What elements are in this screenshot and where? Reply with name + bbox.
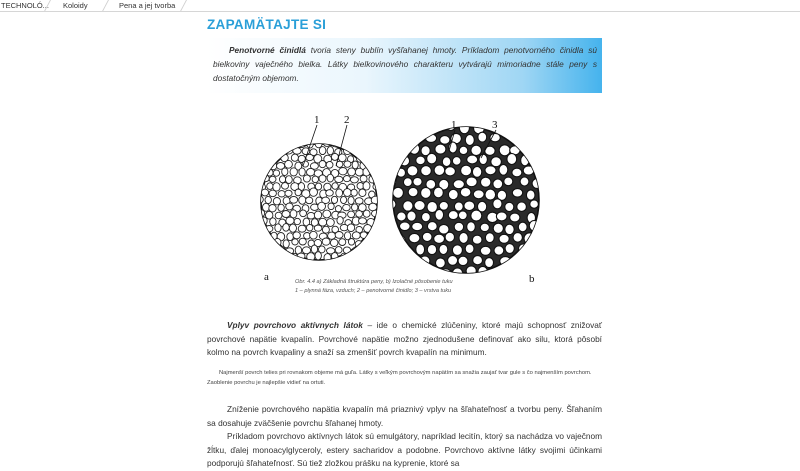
foam-bubble bbox=[363, 210, 370, 217]
foam-bubble bbox=[261, 189, 268, 196]
breadcrumb-separator bbox=[174, 0, 187, 11]
foam-bubble bbox=[351, 189, 357, 196]
figure-caption bbox=[295, 278, 505, 296]
foam-bubble bbox=[347, 224, 354, 232]
foam-bubble bbox=[343, 204, 351, 210]
foam-bubble bbox=[397, 236, 406, 244]
foam-bubble bbox=[285, 160, 293, 168]
foam-bubble bbox=[355, 198, 363, 204]
foam-bubble bbox=[442, 157, 451, 167]
foam-bubble bbox=[452, 157, 461, 166]
foam-bubble bbox=[414, 201, 425, 211]
foam-bubble bbox=[314, 225, 322, 231]
foam-bubble bbox=[364, 225, 372, 233]
foam-bubble bbox=[421, 187, 431, 198]
foam-bubble bbox=[403, 201, 413, 211]
foam-bubble bbox=[407, 211, 416, 221]
foam-bubble bbox=[355, 168, 363, 176]
foam-bubble bbox=[348, 211, 355, 218]
foam-bubble bbox=[299, 196, 306, 204]
foam-bubble bbox=[335, 232, 343, 239]
foam-bubble bbox=[499, 234, 509, 243]
foam-bubble bbox=[512, 168, 522, 177]
breadcrumb-separator bbox=[96, 0, 109, 11]
figure-label-1b: 1 bbox=[451, 119, 457, 131]
foam-bubble bbox=[435, 209, 444, 220]
foam-bubble bbox=[319, 147, 326, 155]
foam-bubble bbox=[445, 232, 454, 242]
foam-bubble bbox=[427, 153, 437, 164]
foam-bubble bbox=[318, 202, 326, 210]
foam-bubble bbox=[314, 211, 321, 219]
foam-bubble bbox=[467, 222, 476, 232]
foam-bubble bbox=[436, 258, 446, 268]
foam-bubble bbox=[485, 258, 494, 268]
foam-bubble bbox=[326, 190, 334, 196]
foam-bubble bbox=[530, 200, 539, 208]
foam-bubble bbox=[332, 183, 338, 190]
foam-bubble bbox=[520, 177, 529, 186]
foam-bubble bbox=[471, 210, 482, 221]
foam-bubble bbox=[360, 175, 367, 182]
foam-bubble bbox=[328, 232, 336, 239]
foam-bubble bbox=[326, 161, 333, 168]
foam-circle-b bbox=[387, 120, 542, 278]
foam-bubble bbox=[331, 196, 337, 203]
foam-bubble bbox=[434, 234, 445, 243]
foam-bubble bbox=[359, 218, 367, 224]
foam-bubble bbox=[315, 252, 321, 260]
foam-bubble bbox=[283, 224, 290, 232]
foam-bubble bbox=[493, 179, 503, 189]
foam-bubble bbox=[416, 244, 425, 255]
foam-bubble bbox=[412, 222, 423, 230]
foam-bubble bbox=[393, 187, 404, 198]
foam-bubble bbox=[353, 247, 359, 255]
foam-bubble bbox=[355, 241, 362, 248]
foam-bubble bbox=[505, 202, 514, 211]
foam-bubble bbox=[400, 156, 410, 166]
foam-bubble bbox=[292, 239, 298, 245]
foam-bubble bbox=[445, 167, 456, 176]
foam-bubble bbox=[467, 155, 478, 164]
foam-bubble bbox=[312, 176, 318, 183]
foam-bubble bbox=[273, 170, 279, 176]
foam-bubble bbox=[464, 201, 475, 211]
foam-circle-a bbox=[259, 140, 380, 262]
foam-bubble bbox=[293, 148, 301, 155]
foam-bubble bbox=[510, 213, 520, 222]
foam-bubble bbox=[294, 218, 300, 224]
foam-bubble bbox=[344, 189, 352, 197]
foam-structure-figure bbox=[259, 106, 549, 284]
foam-bubble bbox=[472, 235, 482, 244]
foam-bubble bbox=[319, 161, 326, 168]
breadcrumb-item-colloids[interactable]: Koloidy bbox=[63, 1, 88, 10]
figure-label-a: a bbox=[264, 271, 269, 283]
foam-bubble bbox=[352, 161, 358, 169]
foam-bubble bbox=[275, 224, 281, 232]
foam-bubble bbox=[427, 222, 437, 231]
foam-bubble bbox=[454, 222, 463, 231]
foam-bubble bbox=[452, 245, 462, 256]
foam-bubble bbox=[350, 177, 358, 183]
foam-bubble bbox=[327, 147, 333, 155]
foam-bubble bbox=[448, 256, 458, 266]
foam-bubble bbox=[341, 253, 348, 261]
foam-bubble bbox=[453, 180, 464, 189]
paragraph-term: Vplyv povrchovo aktívnych látok bbox=[227, 320, 363, 330]
foam-bubble bbox=[348, 168, 356, 176]
foam-bubble bbox=[403, 178, 412, 187]
foam-bubble bbox=[267, 183, 273, 190]
foam-bubble bbox=[485, 233, 494, 243]
foam-bubble bbox=[291, 154, 298, 161]
foam-bubble bbox=[348, 197, 354, 205]
foam-bubble bbox=[289, 224, 296, 232]
breadcrumb-item-technology[interactable]: TECHNOLÓ... bbox=[1, 1, 49, 10]
foam-bubble bbox=[328, 203, 334, 210]
foam-bubble bbox=[278, 204, 284, 211]
foam-bubble bbox=[282, 211, 290, 218]
foam-bubble bbox=[282, 183, 289, 190]
foam-bubble bbox=[299, 168, 305, 176]
foam-bubble bbox=[480, 223, 489, 231]
foam-bubble bbox=[448, 189, 458, 199]
foam-bubble bbox=[505, 224, 514, 234]
foam-bubble bbox=[369, 175, 376, 183]
foam-bubble bbox=[407, 166, 418, 176]
foam-bubble bbox=[422, 212, 431, 221]
foam-bubble bbox=[439, 244, 448, 254]
foam-bubble bbox=[295, 189, 301, 196]
callout-text bbox=[213, 43, 597, 85]
foam-bubble bbox=[339, 168, 347, 175]
foam-bubble bbox=[335, 206, 341, 212]
foam-bubble bbox=[448, 211, 458, 220]
foam-bubble bbox=[338, 154, 346, 162]
foam-bubble bbox=[439, 201, 448, 210]
foam-bubble bbox=[512, 189, 522, 197]
foam-bubble bbox=[473, 256, 483, 265]
figure-label-2: 2 bbox=[344, 114, 350, 126]
foam-bubble bbox=[499, 164, 508, 175]
foam-bubble bbox=[466, 177, 477, 187]
foam-bubble bbox=[507, 154, 517, 165]
foam-bubble bbox=[331, 153, 338, 160]
foam-bubble bbox=[303, 175, 310, 182]
foam-bubble bbox=[327, 174, 333, 182]
foam-bubble bbox=[434, 165, 445, 176]
foam-bubble bbox=[480, 246, 491, 255]
foam-bubble bbox=[481, 177, 491, 187]
side-note-text: Najmenší povrch telies pri rovnakom objeme má guľa. Látky s veľkým povrchovým napätím sa snažia zaujať tvar gule s čo najmenším povrchom. Zaoblenie povrchu je najlepšie vidieť na ortuti. bbox=[207, 370, 592, 386]
foam-bubble bbox=[427, 244, 436, 254]
foam-bubble bbox=[485, 166, 496, 175]
foam-bubble bbox=[286, 203, 293, 210]
foam-bubble bbox=[285, 190, 292, 196]
foam-bubble bbox=[307, 224, 313, 231]
foam-bubble bbox=[269, 176, 276, 182]
foam-bubble bbox=[322, 238, 330, 245]
foam-bubble bbox=[343, 176, 350, 182]
foam-bubble bbox=[460, 187, 471, 197]
foam-bubble bbox=[299, 238, 306, 245]
foam-bubble bbox=[416, 156, 425, 165]
foam-bubble bbox=[373, 183, 380, 189]
paragraph-surface-tension bbox=[207, 403, 602, 430]
foam-bubble bbox=[341, 196, 347, 203]
paragraph-text: Príkladom povrchovo aktívnych látok sú emulgátory, napríklad lecitín, ktorý sa nachádza vo vaječnom žĺtku, ďalej monoacylglyceroly, estery sacharidov a podobne. Povrchovo aktívne látky svojimi účinkami podporujú šľahateľnosť. Sú tiež zložkou prášku na kyprenie, ktoré sa bbox=[207, 431, 602, 468]
foam-bubble bbox=[517, 202, 527, 211]
foam-bubble bbox=[435, 144, 446, 154]
foam-bubble bbox=[421, 166, 432, 176]
foam-bubble bbox=[265, 226, 273, 232]
foam-bubble bbox=[409, 233, 420, 242]
callout-body: tvoria steny bublín vyšľahanej hmoty. Príkladom penotvorného činidla sú bielkoviny vaječného bielka. Látky bielkovinového charakteru vytvárajú mimoriadne stále peny s dostatočným objemom. bbox=[213, 45, 597, 83]
foam-bubble bbox=[359, 189, 366, 196]
foam-bubble bbox=[283, 240, 289, 248]
foam-bubble bbox=[265, 196, 271, 203]
foam-bubble bbox=[458, 256, 468, 265]
foam-bubble bbox=[493, 223, 503, 233]
figure-caption-line-1: Obr. 4.4 a) Základná štruktúra peny, b) Izolačné pôsobenie tuku bbox=[295, 279, 453, 285]
foam-bubble bbox=[363, 182, 370, 190]
foam-bubble bbox=[461, 165, 472, 176]
foam-bubble bbox=[459, 123, 469, 134]
foam-bubble bbox=[344, 161, 351, 167]
figure-label-3: 3 bbox=[492, 119, 498, 131]
foam-bubble bbox=[352, 204, 358, 211]
remember-callout bbox=[207, 38, 602, 93]
side-note bbox=[207, 369, 602, 388]
foam-bubble bbox=[494, 246, 504, 255]
foam-bubble bbox=[269, 190, 276, 197]
foam-bubble bbox=[504, 177, 513, 186]
figure-label-b: b bbox=[529, 273, 535, 284]
foam-bubble bbox=[323, 210, 331, 218]
foam-bubble bbox=[270, 218, 276, 226]
foam-bubble bbox=[459, 146, 468, 154]
foam-bubble bbox=[471, 145, 482, 155]
foam-bubble bbox=[327, 219, 335, 227]
foam-bubble bbox=[459, 232, 468, 243]
foam-bubble bbox=[339, 239, 346, 246]
figure-caption-line-2: 1 – plynná fáza, vzduch; 2 – penotvorné činidlo; 3 – vrstva tuku bbox=[295, 288, 452, 294]
foam-bubble bbox=[302, 161, 308, 167]
foam-bubble bbox=[422, 232, 432, 241]
foam-bubble bbox=[273, 198, 280, 205]
foam-bubble bbox=[269, 205, 276, 212]
foam-bubble bbox=[479, 154, 487, 164]
foam-bubble bbox=[493, 199, 502, 209]
foam-bubble bbox=[319, 175, 326, 182]
foam-bubble bbox=[491, 157, 502, 167]
foam-bubble bbox=[473, 190, 484, 199]
foam-bubble bbox=[454, 202, 463, 211]
foam-bubble bbox=[440, 136, 450, 145]
foam-bubble bbox=[465, 135, 474, 146]
breadcrumb bbox=[0, 0, 800, 12]
foam-bubble bbox=[360, 232, 367, 239]
breadcrumb-item-foam[interactable]: Pena a jej tvorba bbox=[119, 1, 176, 10]
foam-bubble bbox=[330, 239, 338, 246]
foam-bubble bbox=[307, 212, 315, 219]
foam-bubble bbox=[356, 211, 363, 218]
figure-label-1a: 1 bbox=[314, 114, 320, 126]
paragraph-emulsifiers bbox=[207, 430, 602, 471]
foam-bubble bbox=[387, 200, 396, 209]
foam-bubble bbox=[369, 203, 377, 211]
foam-bubble bbox=[485, 189, 496, 200]
foam-bubble bbox=[280, 176, 286, 183]
foam-bubble bbox=[352, 232, 360, 239]
foam-bubble bbox=[400, 222, 411, 231]
foam-bubble bbox=[290, 168, 297, 176]
foam-bubble bbox=[472, 167, 481, 178]
foam-bubble bbox=[323, 140, 330, 147]
callout-term: Penotvorné činidlá bbox=[229, 45, 306, 55]
foam-bubble bbox=[298, 225, 306, 232]
foam-bubble bbox=[290, 196, 298, 203]
foam-bubble bbox=[408, 187, 418, 196]
foam-bubble bbox=[434, 187, 444, 198]
foam-bubble bbox=[306, 197, 313, 204]
paragraph-text: Zníženie povrchového napätia kvapalín má priaznivý vplyv na šľahateľnosť a tvorbu peny. Šľahaním sa dosahuje zväčšenie povrchu šľahanej hmoty. bbox=[207, 404, 602, 428]
paragraph-surfactants bbox=[207, 319, 602, 360]
section-heading: ZAPAMÄTAJTE SI bbox=[207, 17, 327, 32]
foam-bubble bbox=[505, 244, 514, 254]
foam-bubble bbox=[336, 189, 343, 197]
foam-bubble bbox=[397, 212, 406, 221]
paragraph-body: – ide o chemické zlúčeniny, ktoré majú schopnosť znižovať povrchové napätie kvapalín. Povrchové napätie možno zjednodušene definovať ako silu, ktorá pôsobí kolmo na povrch kvapaliny a snaží sa zmenšiť povrch kvapalín na minimum. bbox=[207, 320, 603, 357]
foam-bubble bbox=[322, 226, 329, 233]
foam-bubble bbox=[465, 244, 474, 254]
foam-bubble bbox=[518, 222, 527, 232]
foam-bubble bbox=[310, 231, 318, 239]
foam-bubble bbox=[458, 211, 467, 220]
foam-bubble bbox=[413, 177, 422, 186]
foam-bubble bbox=[335, 176, 343, 182]
foam-bubble bbox=[310, 188, 318, 196]
foam-bubble bbox=[478, 132, 487, 142]
foam-bubble bbox=[278, 191, 285, 197]
foam-bubble bbox=[526, 190, 535, 200]
foam-bubble bbox=[523, 166, 534, 175]
foam-bubble bbox=[282, 168, 288, 176]
foam-bubble bbox=[343, 247, 350, 254]
foam-bubble bbox=[496, 212, 507, 221]
foam-bubble bbox=[335, 247, 342, 254]
foam-bubble bbox=[529, 221, 539, 232]
foam-bubble bbox=[278, 246, 285, 254]
foam-bubble bbox=[300, 210, 307, 217]
foam-bubble bbox=[275, 212, 282, 219]
foam-bubble bbox=[466, 266, 476, 275]
foam-bubble bbox=[513, 233, 522, 243]
foam-bubble bbox=[337, 217, 343, 225]
foam-bubble bbox=[348, 239, 354, 246]
foam-bubble bbox=[293, 232, 300, 239]
